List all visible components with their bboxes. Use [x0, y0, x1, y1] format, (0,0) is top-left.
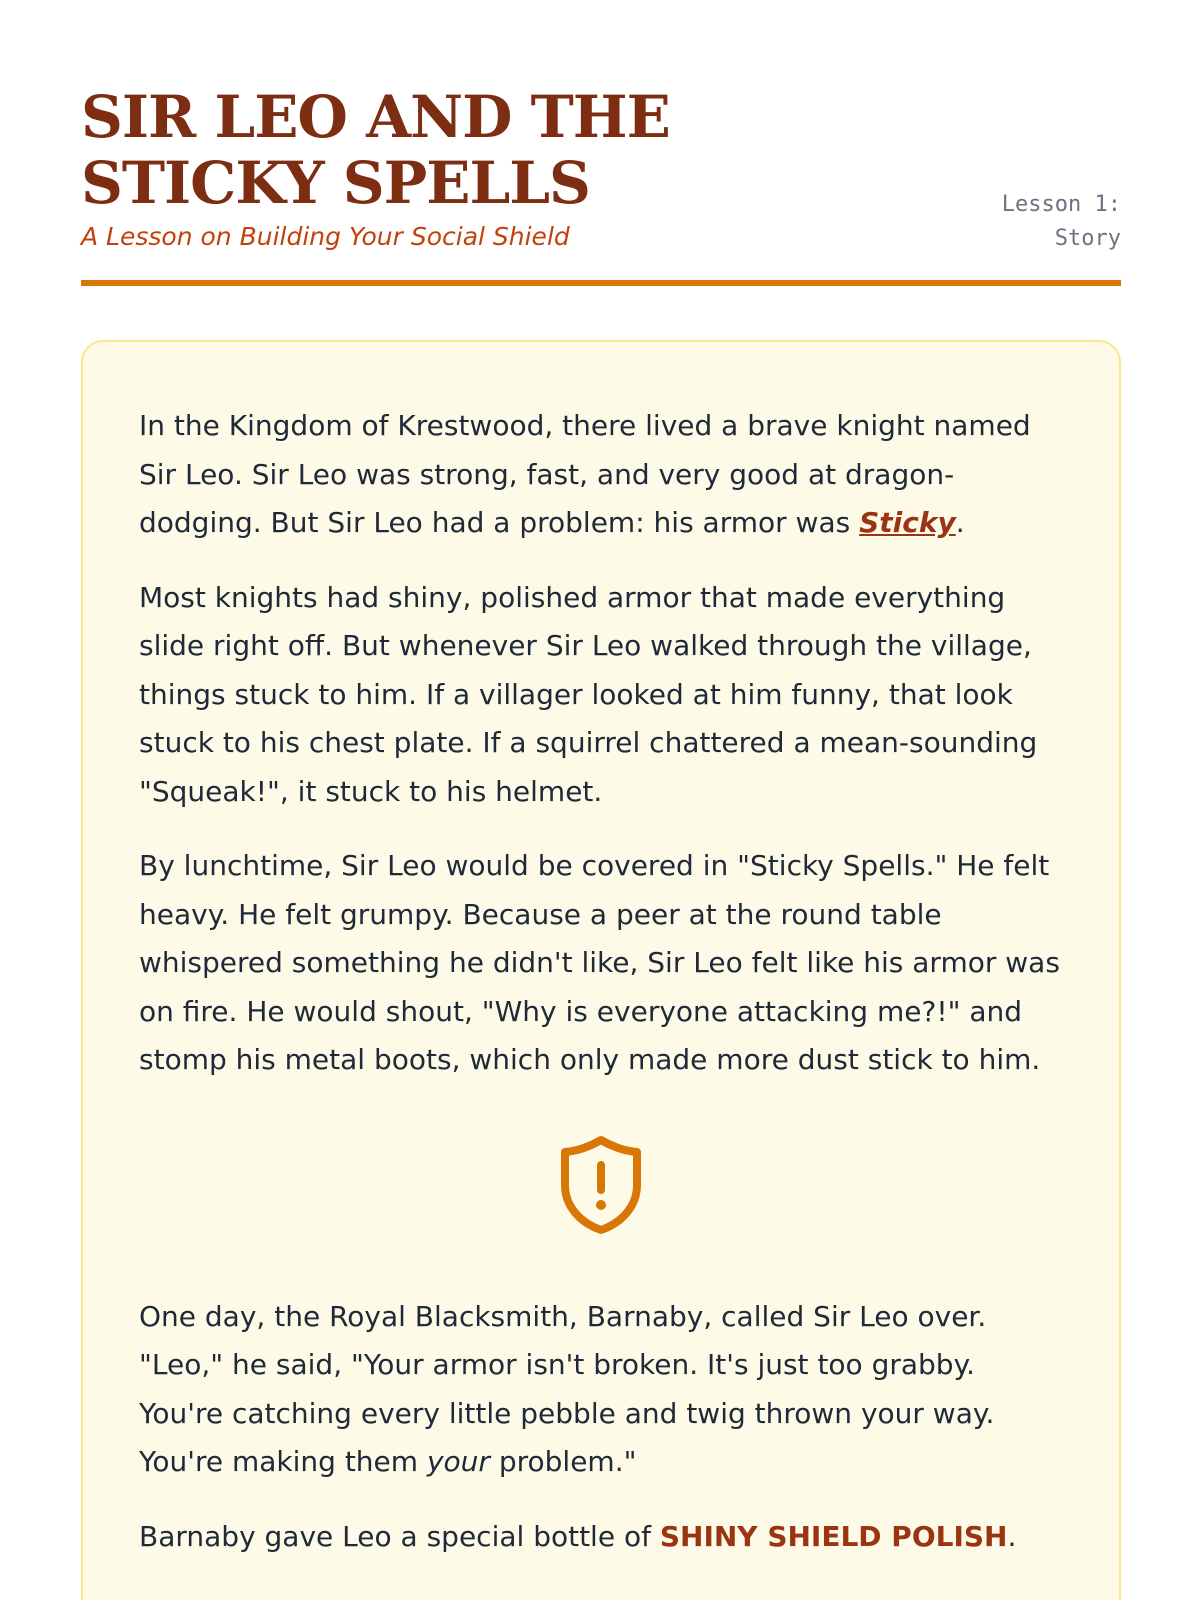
section-divider [139, 1135, 1063, 1235]
lesson-number: Lesson 1: [1001, 192, 1121, 217]
story-paragraph-5 [139, 1513, 1063, 1562]
paragraph-end: problem." [489, 1445, 637, 1478]
page-title: SIR LEO AND THE STICKY SPELLS [81, 83, 670, 217]
story-card [81, 340, 1121, 1600]
lesson-label [971, 188, 1121, 256]
paragraph-text: One day, the Royal Blacksmith, Barnaby, called Sir Leo over. "Leo," he said, "Your armor isn't broken. It's just too grabby. You're catching every little pebble and twig thrown your way. You're making them [139, 1299, 995, 1478]
paragraph-text: Barnaby gave Leo a special bottle of [139, 1519, 660, 1553]
lesson-type: Story [1054, 226, 1121, 251]
shield-alert-icon [559, 1135, 643, 1235]
story-paragraph-3: By lunchtime, Sir Leo would be covered in "Sticky Spells." He felt heavy. He felt grumpy. Because a peer at the round table whispered something he didn't like, Sir Leo felt like his armor was on fire. He would shout, "Why is everyone attacking me?!" and stomp his metal boots, which only made more dust stick to him. [139, 849, 1060, 1076]
paragraph-end: . [1007, 1519, 1017, 1553]
emphasis-your: your [426, 1445, 490, 1478]
story-paragraph-2: Most knights had shiny, polished armor that made everything slide right off. But whenever Sir Leo walked through the village, things stuck to him. If a villager looked at him funny, that look stuck to his chest plate. If a squirrel chattered a mean-sounding "Squeak!", it stuck to his helmet. [139, 580, 1038, 808]
story-paragraph-4 [139, 1293, 1063, 1487]
paragraph-end: . [955, 506, 965, 539]
page-subtitle: A Lesson on Building Your Social Shield [81, 222, 570, 251]
page-header [81, 84, 1121, 284]
story-paragraph-1 [139, 402, 1063, 548]
keyword-sticky: Sticky [859, 506, 956, 539]
header-divider [81, 280, 1121, 286]
paragraph-text: In the Kingdom of Krestwood, there lived a brave knight named Sir Leo. Sir Leo was strong, fast, and very good at dragon-dodging. But Sir Leo had a problem: his armor was [139, 409, 1031, 539]
keyword-shield-polish: SHINY SHIELD POLISH [659, 1519, 1008, 1553]
